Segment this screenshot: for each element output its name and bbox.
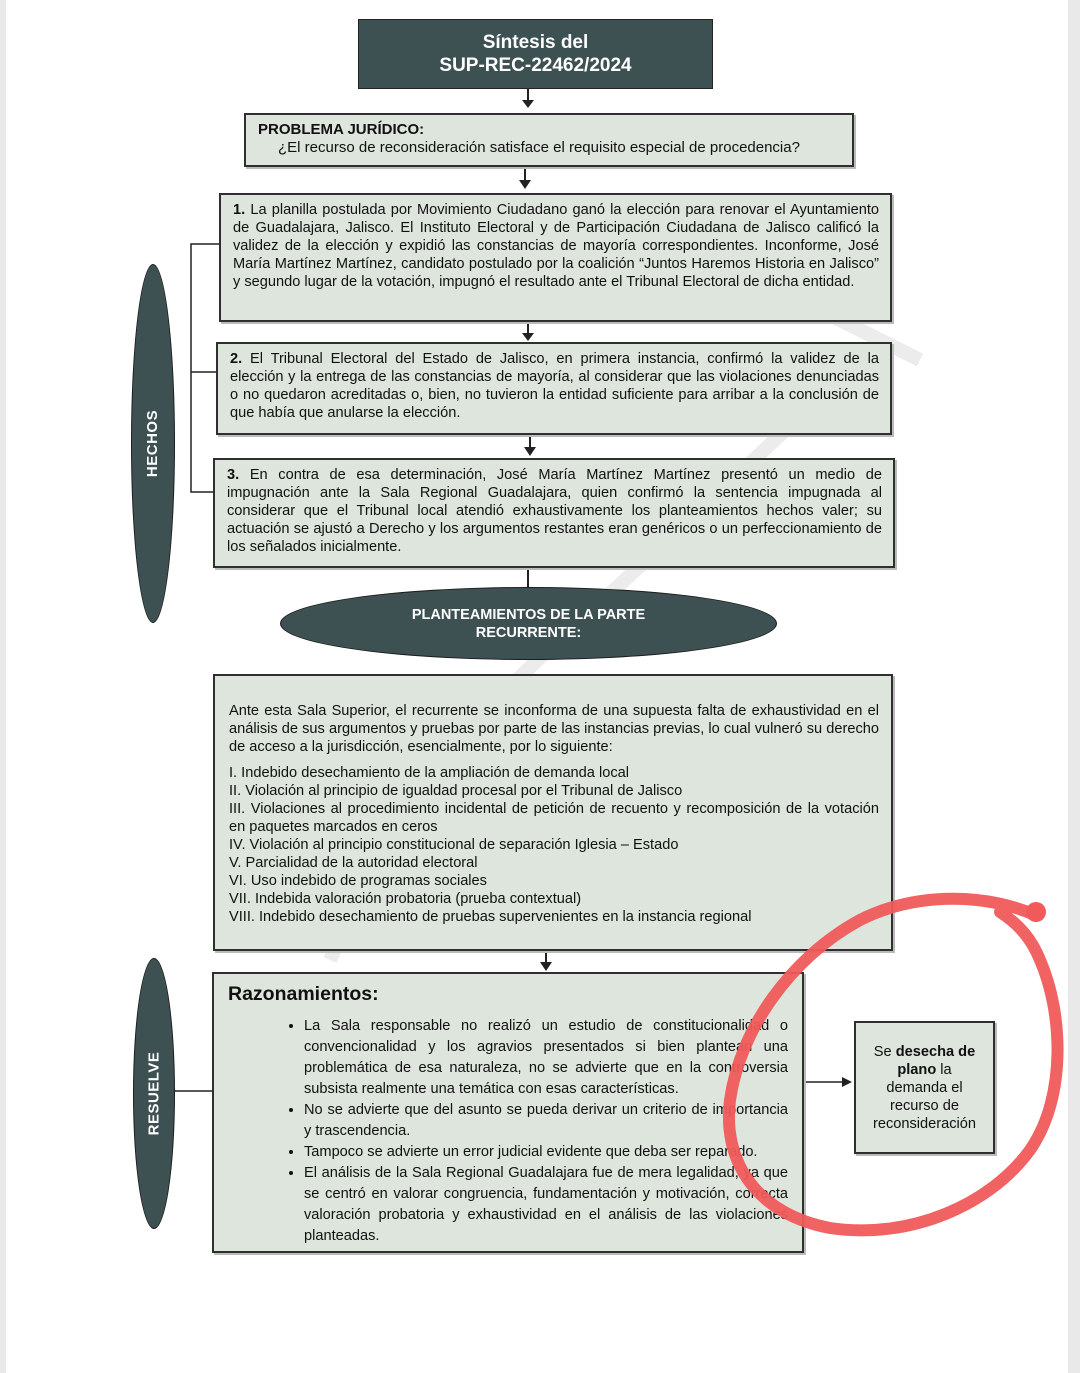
fact-text: En contra de esa determinación, José María Martínez Martínez presentó un medio de impugnación ante la Sala Regional Guadalajara, quien confirmó la sentencia impugnada al considerar que el Tribunal local atendió exhaustivamente los planteamientos hechos valer; su actuación se ajustó a Derecho y los argumentos restantes eran genéricos o un perfeccionamiento de los señalados inicialmente. [227,467,882,555]
legal-problem-question: ¿El recurso de reconsideración satisface el requisito especial de procedencia? [278,139,800,156]
legal-problem-label: PROBLEMA JURÍDICO: [258,121,425,138]
claim-item: VIII. Indebido desechamiento de pruebas supervenientes en la instancia regional [229,909,752,925]
reasoning-bullet: • La Sala responsable no realizó un estudio de constitucionalidad o convencionalidad y los agravios presentados si bien plantean una problemática de esa naturaleza, no se advierte que en la controversia subsista realmente una temática con esas características. [304,1016,788,1100]
claim-item: VI. Uso indebido de programas sociales [229,873,487,889]
fact-number: 3. [227,467,240,483]
fact-number: 2. [230,351,243,367]
reasoning-bullet: • Tampoco se advierte un error judicial evidente que deba ser reparado. [304,1142,788,1163]
result-text-bold: desecha de plano [895,1043,976,1078]
claim-item: III. Violaciones al procedimiento incidental de petición de recuento y recomposición de la votación en paquetes marcados en ceros [229,801,879,835]
claims-intro: Ante esta Sala Superior, el recurrente se inconforma de una supuesta falta de exhaustividad en el análisis de sus argumentos y pruebas por parte de las instancias previas, lo cual vulneró su derecho de acceso a la jurisdicción, esencialmente, por lo siguiente: [229,703,879,755]
hechos-label: HECHOS [144,409,162,478]
reasoning-title: Razonamientos: [228,983,379,1005]
reasoning-bullet: • El análisis de la Sala Regional Guadalajara fue de mera legalidad, ya que se centró en valorar congruencia, fundamentación y motivación, correcta valoración probatoria y exhaustividad en el análisis de las violaciones planteadas. [304,1163,788,1247]
planteamientos-line-1: PLANTEAMIENTOS DE LA PARTE [411,606,646,623]
claim-item: I. Indebido desechamiento de la ampliación de demanda local [229,765,629,781]
fact-number: 1. [233,202,246,218]
claim-item: IV. Violación al principio constitucional de separación Iglesia – Estado [229,837,679,853]
result-text-pre: Se [873,1043,896,1060]
claim-item: VII. Indebida valoración probatoria (prueba contextual) [229,891,582,907]
fact-text: El Tribunal Electoral del Estado de Jalisco, en primera instancia, confirmó la validez de la elección y la entrega de las constancias de mayoría, al considerar que las violaciones denunciadas o no quedaron acreditadas o, bien, no tuvieron la entidad suficiente para arribar a la conclusión de que había que anularse la elección. [230,351,879,421]
result-text-post: la demanda el recurso de reconsideración [872,1061,977,1132]
fact-text: La planilla postulada por Movimiento Ciudadano ganó la elección para renovar el Ayuntamiento de Guadalajara, Jalisco. El Instituto Electoral y de Participación Ciudadana de Jalisco calificó la validez de la elección y expidió las constancias de mayoría correspondientes. Inconforme, José María Martínez Martínez, candidato postulado por la coalición “Juntos Haremos Historia en Jalisco” y segundo lugar de la votación, impugnó el resultado ante el Tribunal Electoral de dicha entidad. [233,202,879,290]
resuelve-label: RESUELVE [145,1051,163,1136]
planteamientos-line-2: RECURRENTE: [475,624,582,641]
title-line-2: SUP-REC-22462/2024 [439,55,632,76]
title-line-1: Síntesis del [482,32,589,53]
claim-item: II. Violación al principio de igualdad procesal por el Tribunal de Jalisco [229,783,683,799]
claim-item: V. Parcialidad de la autoridad electoral [229,855,478,871]
reasoning-bullet: • No se advierte que del asunto se pueda derivar un criterio de importancia y trascendencia. [304,1100,788,1142]
